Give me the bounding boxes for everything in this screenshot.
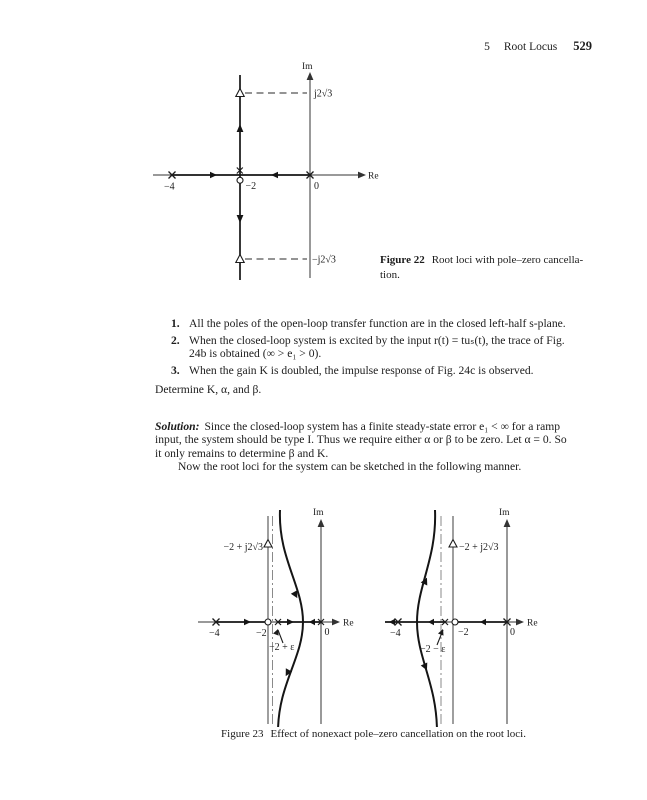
im-axis-arrow-icon	[504, 519, 511, 527]
fig23L-zero-label: −2 + j2√3	[223, 542, 263, 553]
zero-triangle-marker-lower	[236, 255, 244, 263]
locus-down-arrow-icon	[237, 215, 244, 223]
fig23R-minus4-label: −4	[390, 628, 401, 639]
solution-label: Solution:	[155, 419, 200, 433]
locus-left-arrow-icon	[480, 619, 486, 625]
fig23R-origin-label: 0	[510, 627, 515, 638]
figure-23-caption	[155, 728, 592, 740]
list-item-3	[171, 365, 534, 377]
fig23R-re-axis-label: Re	[527, 618, 538, 629]
list-item-1-text: All the poles of the open-loop transfer function are in the closed left-half s-plane.	[189, 317, 566, 330]
fig22-im-axis-label: Im	[302, 62, 313, 72]
fig22-zero-upper-label: j2√3	[314, 88, 333, 100]
locus-left-arrow-icon	[389, 619, 395, 625]
figure-23-root-locus-plots	[132, 502, 592, 727]
re-axis-arrow-icon	[358, 172, 366, 179]
solution-paragraph-line1	[155, 421, 560, 433]
solution-text-line2: input, the system should be type I. Thus we require either α or β to be zero. Let α = 0. So	[155, 433, 567, 446]
chapter-title: Root Locus	[503, 41, 558, 53]
fig23-left-plot	[198, 508, 354, 727]
im-axis-arrow-icon	[318, 519, 325, 527]
figure-22-root-locus-plot	[140, 60, 380, 290]
list-item-3-text: When the gain K is doubled, the impulse response of Fig. 24c is observed.	[189, 363, 534, 377]
figure-22-caption-label: Figure 22	[380, 254, 425, 266]
page-number: 529	[573, 39, 592, 53]
locus-left-arrow-icon	[428, 619, 434, 625]
zero-triangle-marker	[449, 540, 457, 548]
fig23L-re-axis-label: Re	[343, 618, 354, 629]
fig23L-minus2-label: −2	[256, 628, 267, 639]
determine-text: Determine K, α, and β.	[155, 382, 262, 396]
solution-text-line1: Since the closed-loop system has a finite steady-state error e₁ < ∞ for a ramp	[204, 419, 561, 433]
fig22-minus2-label: −2	[245, 181, 257, 192]
list-item-2-text-line2: 24b is obtained (∞ > e₁ > 0).	[189, 347, 322, 360]
list-item-1-number: 1.	[171, 317, 180, 330]
running-head	[0, 39, 592, 54]
re-axis-arrow-icon	[516, 619, 524, 626]
figure-22-caption-text-line1: Root loci with pole–zero cancella-	[431, 254, 584, 266]
locus-left-arrow-icon	[271, 172, 278, 178]
fig22-zero-lower-label: −j2√3	[312, 254, 336, 266]
zero-triangle-marker-upper	[236, 89, 244, 97]
fig22-re-axis-label: Re	[368, 171, 379, 182]
list-item-2	[171, 335, 565, 347]
solution-paragraph-line3	[155, 448, 328, 460]
figure-23-caption-text: Effect of nonexact pole–zero cancellation on the root loci.	[270, 728, 526, 740]
zero-circle-marker-minus2	[237, 177, 243, 183]
list-item-2-text-line1: When the closed-loop system is excited by the input r(t) = tuₛ(t), the trace of Fig.	[189, 334, 565, 347]
fig23L-im-axis-label: Im	[313, 508, 324, 518]
figure-22-caption	[380, 253, 602, 283]
locus-up-arrow-icon	[237, 124, 244, 132]
list-item-2-continuation	[189, 348, 321, 360]
re-axis-arrow-icon	[332, 619, 340, 626]
locus-right-arrow-icon	[210, 172, 217, 178]
list-item-2-number: 2.	[171, 334, 180, 347]
fig23L-perturbed-label: −2 + ε	[269, 642, 295, 653]
locus-right-arrow-icon	[287, 619, 294, 625]
fig23L-locus-curve	[278, 510, 303, 727]
list-item-1	[171, 318, 566, 330]
fig22-minus4-label: −4	[164, 181, 175, 193]
solution-paragraph-line4	[178, 461, 521, 473]
zero-circle-marker-minus2	[265, 619, 271, 625]
im-axis-arrow-icon	[307, 72, 314, 80]
locus-left-arrow-icon	[309, 619, 315, 625]
fig23R-im-axis-label: Im	[499, 508, 510, 518]
fig23R-zero-label: −2 + j2√3	[459, 542, 499, 553]
fig23R-locus-curve	[417, 510, 437, 727]
zero-triangle-marker	[264, 540, 272, 548]
chapter-number: 5	[484, 41, 490, 53]
solution-text-line3: it only remains to determine β and K.	[155, 446, 329, 460]
figure-23-caption-label: Figure 23	[221, 728, 264, 740]
fig23L-minus4-label: −4	[209, 628, 220, 639]
solution-paragraph-line2	[155, 434, 567, 446]
locus-right-arrow-icon	[244, 619, 251, 625]
list-item-3-number: 3.	[171, 363, 180, 377]
fig23L-origin-label: 0	[324, 627, 330, 638]
fig22-origin-label: 0	[314, 181, 319, 192]
fig23R-minus2-label: −2	[458, 627, 469, 638]
zero-circle-marker-minus2	[452, 619, 458, 625]
annotation-arrow-icon	[438, 628, 446, 636]
solution-text-line4: Now the root loci for the system can be sketched in the following manner.	[178, 460, 522, 473]
determine-line	[155, 384, 261, 396]
fig23-right-plot	[385, 508, 538, 727]
figure-22-caption-text-line2: tion.	[380, 269, 400, 281]
fig23R-perturbed-label: −2 − ε	[420, 644, 446, 655]
